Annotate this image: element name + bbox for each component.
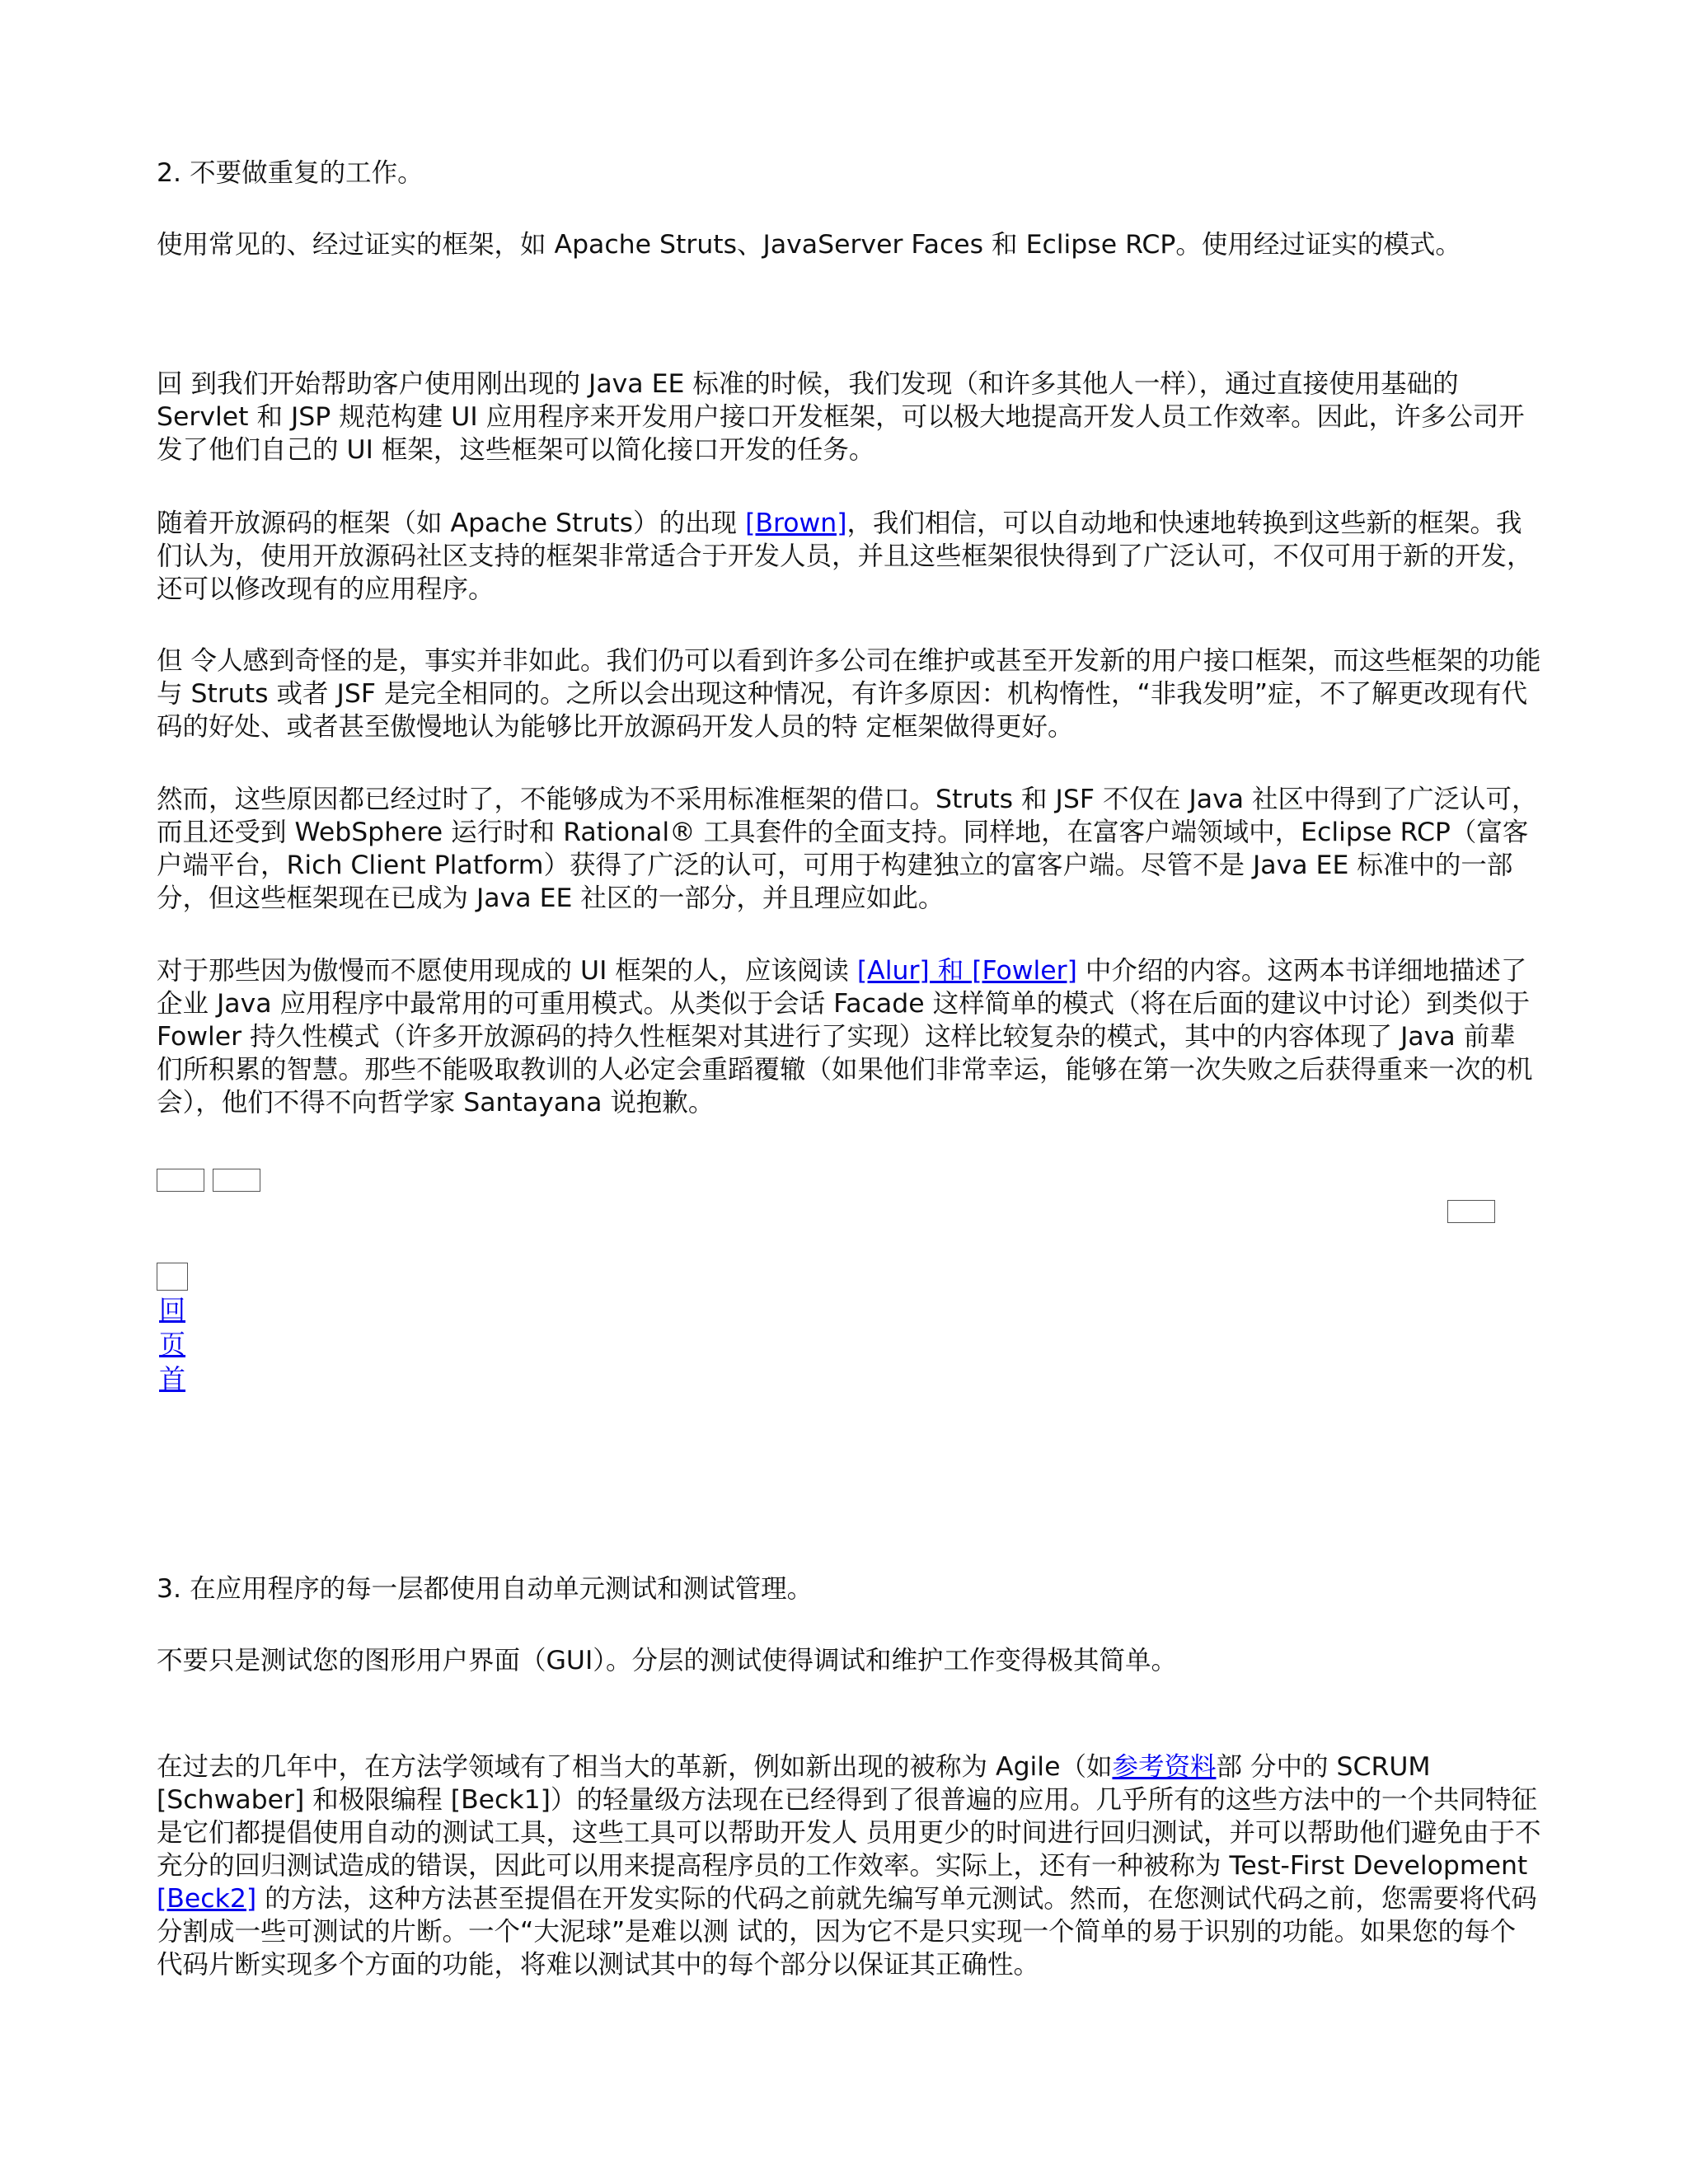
back-to-top-char: 首	[159, 1363, 186, 1394]
back-to-top-char: 页	[159, 1329, 186, 1360]
beck2-reference-link[interactable]: [Beck2]	[157, 1884, 257, 1914]
p1-text-c: 的方法，这种方法甚至提倡在开发实际的代码之前就先编写单元测试。然而，在您测试代码之前，您需要将代码分割成一些可测试的片断。一个“大泥球”是难以测 试的，因为它不是只实现一个简单的易于识别的功能。如果您的每个代码片断实现多个方面的功能，将难以测试其中的每个部分以保证其正确性。	[157, 1884, 1537, 1980]
resources-link[interactable]: 参考资料	[1112, 1752, 1217, 1782]
section3-heading: 3. 在应用程序的每一层都使用自动单元测试和测试管理。	[157, 1574, 814, 1604]
back-to-top-arrow-icon[interactable]	[157, 1263, 188, 1291]
section2-paragraph-5	[157, 954, 1541, 1119]
p2-text-after: ，我们相信，可以自动地和快速地转换到这些新的框架。我们认为，使用开放源码社区支持的框架非常适合于开发人员，并且这些框架很快得到了广泛认可，不仅可用于新的开发，还可以修改现有的应用程序。	[157, 509, 1533, 604]
section3-paragraph-1	[157, 1750, 1541, 1981]
p1-text-b: 部 分中的 SCRUM [Schwaber] 和极限编程 [Beck1]）的轻量级方法现在已经得到了很普遍的应用。几乎所有的这些方法中的一个共同特征是它们都提倡使用自动的测试工具，这些工具可以帮助开发人 员用更少的时间进行回归测试，并可以帮助他们避免由于不充分的回归测试造成的错误，因此可以用来提高程序员的工作效率。实际上，还有一种被称为 Test-First Development	[157, 1752, 1541, 1881]
p2-text-before: 随着开放源码的框架（如 Apache Struts）的出现	[157, 509, 746, 538]
back-to-top-char: 回	[159, 1294, 186, 1325]
p1-text-a: 在过去的几年中，在方法学领域有了相当大的革新，例如新出现的被称为 Agile（如	[157, 1752, 1113, 1782]
p5-text-before: 对于那些因为傲慢而不愿使用现成的 UI 框架的人，应该阅读	[157, 956, 857, 986]
section3-summary: 不要只是测试您的图形用户界面（GUI）。分层的测试使得调试和维护工作变得极其简单。	[157, 1646, 1178, 1675]
p5-text-after: 中介绍的内容。这两本书详细地描述了企业 Java 应用程序中最常用的可重用模式。从类似于会话 Facade 这样简单的模式（将在后面的建议中讨论）到类似于 Fowler 持久性模式（许多开放源码的持久性框架对其进行了实现）这样比较复杂的模式，其中的内容体现了 Java 前辈们所积累的智慧。那些不能吸取教训的人必定会重蹈覆辙（如果他们非常幸运，能够在第一次失败之后获得重来一次的机会），他们不得不向哲学家 Santayana 说抱歉。	[157, 956, 1533, 1118]
back-to-top-link[interactable]	[159, 1292, 209, 1396]
alur-fowler-reference-link[interactable]: [Alur] 和 [Fowler]	[856, 956, 1077, 986]
broken-image-placeholder	[213, 1169, 260, 1192]
section2-summary: 使用常见的、经过证实的框架，如 Apache Struts、JavaServer Faces 和 Eclipse RCP。使用经过证实的模式。	[157, 230, 1461, 260]
brown-reference-link[interactable]: [Brown]	[745, 509, 847, 538]
broken-image-placeholder	[157, 1169, 204, 1192]
section2-paragraph-1: 回 到我们开始帮助客户使用刚出现的 Java EE 标准的时候，我们发现（和许多其他人一样），通过直接使用基础的 Servlet 和 JSP 规范构建 UI 应用程序来开发用户接口开发框架，可以极大地提高开发人员工作效率。因此，许多公司开发了他们自己的 UI 框架，这些框架可以简化接口开发的任务。	[157, 369, 1525, 465]
section2-paragraph-2	[157, 507, 1541, 606]
section2-paragraph-4: 然而，这些原因都已经过时了，不能够成为不采用标准框架的借口。Struts 和 JSF 不仅在 Java 社区中得到了广泛认可，而且还受到 WebSphere 运行时和 Rational® 工具套件的全面支持。同样地，在富客户端领域中，Eclipse RCP（富客户端平台，Rich Client Platform）获得了广泛的认可，可用于构建独立的富客户端。尽管不是 Java EE 标准中的一部分，但这些框架现在已成为 Java EE 社区的一部分，并且理应如此。	[157, 785, 1538, 913]
section2-heading: 2. 不要做重复的工作。	[157, 158, 424, 188]
broken-image-placeholder	[1447, 1200, 1495, 1223]
section2-paragraph-3: 但 令人感到奇怪的是，事实并非如此。我们仍可以看到许多公司在维护或甚至开发新的用户接口框架，而这些框架的功能与 Struts 或者 JSF 是完全相同的。之所以会出现这种情况，有许多原因：机构惰性，“非我发明”症，不了解更改现有代码的好处、或者甚至傲慢地认为能够比开放源码开发人员的特 定框架做得更好。	[157, 646, 1541, 742]
back-to-top[interactable]	[159, 1292, 209, 1396]
